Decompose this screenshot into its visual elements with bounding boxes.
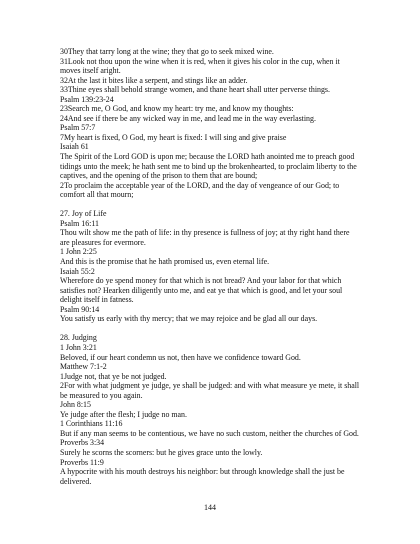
text-section	[60, 47, 360, 200]
text-line: 7My heart is fixed, O God, my heart is fixed: I will sing and give praise	[60, 132, 287, 142]
text-section	[60, 209, 360, 324]
text-line: 31Look not thou upon the wine when it is red, when it gives his color in the cup, when it moves itself aright.	[60, 56, 340, 76]
text-line: And this is the promise that he hath promised us, even eternal life.	[60, 257, 270, 267]
text-line: 1 John 2:25	[60, 247, 97, 257]
text-line: 23Search me, O God, and know my heart: try me, and know my thoughts:	[60, 104, 294, 114]
text-line: 1 John 3:21	[60, 342, 97, 352]
section-gap	[60, 324, 360, 334]
text-line: Psalm 90:14	[60, 304, 100, 314]
page-number: 144	[204, 503, 216, 512]
text-line: Proverbs 11:9	[60, 457, 104, 467]
text-line: John 8:15	[60, 400, 91, 410]
text-line: Matthew 7:1-2	[60, 362, 107, 372]
text-line: 1 Corinthians 11:16	[60, 419, 123, 429]
text-line: Proverbs 3:34	[60, 438, 105, 448]
text-line: The Spirit of the Lord GOD is upon me; because the LORD hath anointed me to preach good tidings unto the meek; he hath sent me to bind up the brokenhearted, to proclaim liberty to the captives, and the opening of the prison to them that are bound;	[60, 152, 357, 181]
text-line: Psalm 139:23-24	[60, 94, 114, 104]
text-line: You satisfy us early with thy mercy; that we may rejoice and be glad all our days.	[60, 314, 318, 324]
text-line: Surely he scorns the scorners: but he gives grace unto the lowly.	[60, 447, 263, 457]
text-line: Isaiah 55:2	[60, 266, 95, 276]
text-line: 1Judge not, that ye be not judged.	[60, 371, 167, 381]
text-line: Isaiah 61	[60, 142, 89, 152]
text-line: 33Thine eyes shall behold strange women, and thane heart shall utter perverse things.	[60, 85, 330, 95]
text-line: Wherefore do ye spend money for that which is not bread? And your labor for that which satisfies not? Hearken diligently unto me, and eat ye that which is good, and let your soul delight itself in fatness.	[60, 276, 343, 305]
text-line: 2For with what judgment ye judge, ye shall be judged: and with what measure ye mete, it shall be measured to you again.	[60, 381, 360, 400]
text-line: But if any man seems to be contentious, we have no such custom, neither the churches of God.	[60, 428, 359, 438]
text-line: Psalm 16:11	[60, 218, 99, 228]
text-line: Psalm 57:7	[60, 123, 96, 133]
text-line: 30They that tarry long at the wine; they that go to seek mixed wine.	[60, 47, 274, 56]
text-line: 27. Joy of Life	[60, 209, 107, 219]
text-line: 2To proclaim the acceptable year of the LORD, and the day of vengeance of our God; to comfort all that mourn;	[60, 180, 340, 200]
page-body	[60, 47, 360, 486]
text-line: 28. Judging	[60, 333, 97, 343]
text-line: Ye judge after the flesh; I judge no man.	[60, 409, 187, 419]
text-line: Beloved, if our heart condemn us not, then have we confidence toward God.	[60, 352, 301, 362]
text-line: A hypocrite with his mouth destroys his neighbor: but through knowledge shall the just be delivered.	[60, 467, 345, 486]
section-gap	[60, 200, 360, 210]
text-line: 32At the last it bites like a serpent, and stings like an adder.	[60, 75, 248, 85]
text-line: Thou wilt show me the path of life: in thy presence is fullness of joy; at thy right hand there are pleasures for evermore.	[60, 228, 350, 247]
text-line: 24And see if there be any wicked way in me, and lead me in the way everlasting.	[60, 113, 316, 123]
text-section	[60, 333, 360, 486]
